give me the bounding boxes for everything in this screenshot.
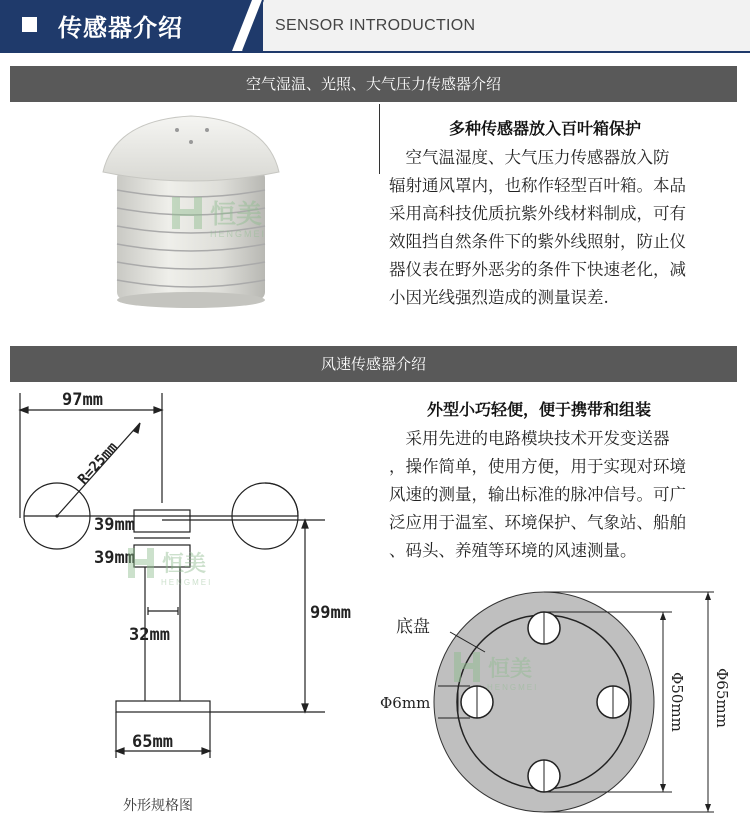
svg-text:HENGMEI: HENGMEI bbox=[210, 229, 267, 239]
watermark-en: HENGMEI bbox=[487, 683, 539, 692]
section2-line: 风速的测量，输出标准的脉冲信号。可广 bbox=[389, 485, 686, 504]
section2-line: 、码头、养殖等环境的风速测量。 bbox=[389, 541, 637, 560]
section2-line: 泛应用于温室、环境保护、气象站、船舶 bbox=[389, 513, 686, 532]
dim-base-label: 65mm bbox=[132, 732, 173, 752]
base-plate-diagram bbox=[380, 590, 750, 830]
header-title: 传感器介绍 bbox=[58, 14, 183, 42]
header-subtitle: SENSOR INTRODUCTION bbox=[275, 17, 476, 34]
base-plate-label: 底盘 bbox=[396, 617, 430, 637]
header-underline bbox=[0, 51, 750, 53]
dim-hole-label: Φ6mm bbox=[380, 694, 431, 712]
section1-line: 器仪表在野外恶劣的条件下快速老化，减 bbox=[389, 260, 686, 279]
section2-line: 采用先进的电路模块技术开发变送器 bbox=[389, 429, 670, 448]
anemometer-dimension-drawing bbox=[0, 383, 390, 839]
dim-block2-label: 39mm bbox=[94, 548, 135, 568]
section1-line: 小因光线强烈造成的测量误差. bbox=[389, 288, 609, 307]
dim-pole-label: 32mm bbox=[129, 625, 170, 645]
dim-outer-label: Φ65mm bbox=[713, 668, 731, 728]
dim-radius-label: R=25mm bbox=[75, 439, 121, 488]
section1-bar: 空气湿温、光照、大气压力传感器介绍 bbox=[10, 66, 737, 102]
section1-paragraph bbox=[389, 144, 749, 312]
watermark-cn: 恒美 bbox=[162, 552, 207, 577]
section1-line: 辐射通风罩内，也称作轻型百叶箱。本品 bbox=[389, 176, 686, 195]
section2-line: ，操作简单，使用方便，用于实现对环境 bbox=[389, 457, 686, 476]
watermark-cn: 恒美 bbox=[488, 657, 533, 682]
dim-inner-label: Φ50mm bbox=[668, 672, 686, 732]
section1-heading: 多种传感器放入百叶箱保护 bbox=[449, 119, 642, 138]
section2-bar: 风速传感器介绍 bbox=[10, 346, 737, 382]
section1-line: 采用高科技优质抗紫外线材料制成，可有 bbox=[389, 204, 686, 223]
dim-height-label: 99mm bbox=[310, 603, 351, 623]
watermark-logo bbox=[170, 193, 330, 243]
section2-paragraph bbox=[389, 425, 749, 565]
dim-width-label: 97mm bbox=[62, 390, 103, 410]
section1-divider bbox=[379, 104, 380, 174]
section2-heading: 外型小巧轻便，便于携带和组装 bbox=[427, 400, 652, 419]
dim-block1-label: 39mm bbox=[94, 515, 135, 535]
svg-text:恒美: 恒美 bbox=[210, 200, 263, 230]
watermark-en: HENGMEI bbox=[161, 578, 213, 587]
drawing-caption: 外形规格图 bbox=[123, 798, 193, 814]
section1-line: 空气温湿度、大气压力传感器放入防 bbox=[389, 148, 670, 167]
header-slash-decoration bbox=[0, 0, 750, 51]
section1-line: 效阻挡自然条件下的紫外线照射，防止仪 bbox=[389, 232, 686, 251]
